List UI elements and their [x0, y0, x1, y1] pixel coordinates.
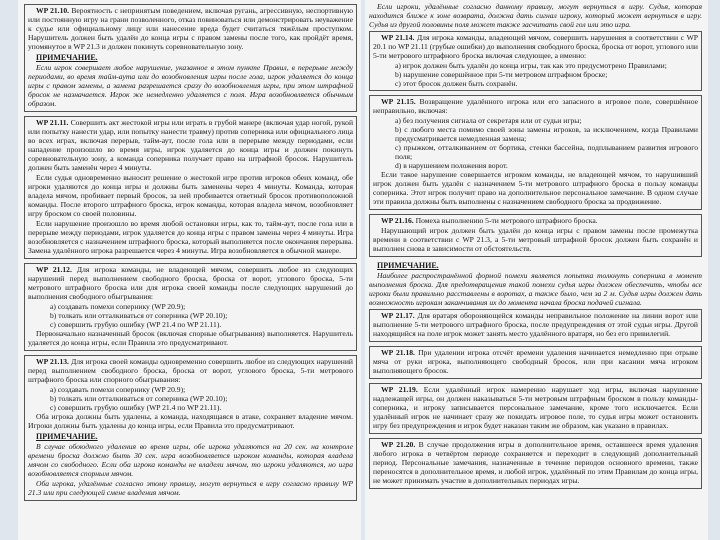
rule-21-15-item-b: b) с любого места помимо своей зоны замены игроков, за исключением, когда Правилами предусматривается немедленная замена; — [395, 125, 698, 143]
rule-21-14-text: Для игрока команды, владеющей мячом, совершить нарушения в соответствии с WP 20.1 по WP 21.11 (грубые ошибки) до выполнения свободного броска, броска от ворот, углового или 5-ти метрового штрафного броска включая следующее, а именно: — [373, 33, 698, 60]
rule-21-14-item-b: b) нарушение совершённое при 5-ти метровом штрафном броске; — [395, 70, 608, 79]
rule-21-13-text: Для игрока своей команды одновременно совершить любое из следующих нарушений перед выполнением свободного броска, броска от ворот, углового броска, 5-ти метрового штрафного броска или спорного обыгрывания: — [28, 357, 353, 384]
rule-21-15-text: Возвращение удалённого игрока или его запасного в игровое поле, совершённое неправильно, включая: — [373, 97, 698, 115]
rule-21-11-text-3: Если нарушение произошло во время любой остановки игры, как то, тайм-аут, после гола или в перерыве между периодами, игрок удаляется до конца игры с правом замены через 4 минуты. Игра возобновляется с назначением штрафного броска, который выполняется после окончания перерыва. Замена удалённого игрока разрешается через 4 минуты. Игра возобновляется в обычной манере. — [28, 219, 353, 255]
rule-box-21-15 — [369, 95, 702, 210]
rule-21-13-item-c: с) совершить грубую ошибку (WP 21.4 по WP 21.11). — [50, 403, 222, 412]
rule-21-14-item-c: с) этот бросок должен быть сохранён. — [395, 79, 518, 88]
rule-21-10-paragraph — [28, 6, 353, 51]
note-title-21-16: ПРИМЕЧАНИЕ. — [377, 261, 439, 270]
rule-21-12-item-b: b) толкать или отталкиваться от соперника (WP 20.10); — [50, 311, 228, 320]
rule-21-18-paragraph — [373, 348, 698, 375]
rule-21-10-number: WP 21.10. — [36, 6, 70, 15]
rule-21-16-text-2: Нарушающий игрок должен быть удалён до конца игры с правом замены после промежутка времени в соответствии с WP 21.3, а 5-ти метровый штрафной бросок должен быть сохранён и выполнен снова в зависимости от обстоятельств. — [373, 226, 698, 253]
rule-21-15-text-2: Если такое нарушение совершается игроком команды, не владеющей мячом, то нарушивший игрок должен быть удалён с назначением 5-ти метрового штрафного броска в пользу команды соперника. Этот игрок получит право на дополнительное персональное замечание. В одном случае эти правила должны быть выполнены с назначением свободного броска за продвижение. — [373, 170, 698, 206]
rule-21-16-number: WP 21.16. — [381, 216, 414, 225]
rule-21-17-number: WP 21.17. — [381, 311, 415, 320]
rule-21-12-number: WP 21.12. — [36, 265, 72, 274]
rule-box-21-16 — [369, 214, 702, 257]
right-page-column — [365, 0, 708, 540]
rule-box-21-14 — [369, 31, 702, 91]
rule-21-11-text-2: Если судья одновременно выносит решение о жестокой игре против игроков обеих команд, обе игроки удаляются до конца игры и должны быть заменены через 4 минуты. Команда, которая владела мячом, пробивает первый бросок, за ней пробивается ответный бросок противоположной команды. После второго штрафного броска, игрок команды, которая владела мячом, возобновляет игру броском со своей половины. — [28, 173, 353, 218]
note-21-13-text-1: В случае обоюдного удаления во время игры, обе игрока удаляются на 20 сек. на контроле времени броска должно быть 30 сек. игра возобновляется игроком команды, которая владела мячом со свободного. Если оба игрока команды не владели мячом, то игроки удаляются, но игра возобновляется спорным мячом. — [28, 442, 353, 478]
rule-21-16-paragraph — [373, 216, 698, 225]
rule-21-10-text: Вероятность с непринятым поведением, включая ругань, агрессивную, неспортивную или постоянную игру на грани позволенного, отказ повиноваться или демонстрировать неуважение к судье или официальному лицу или нанесение вреда будет считаться тяжёлым проступком. Нарушитель должен быть удалён до конца игры с правом замены после того, как пройдёт время, упомянутое в WP 21.3 и должен покинуть соревновательную зону. — [28, 6, 354, 51]
rule-21-13-paragraph — [28, 357, 353, 384]
rule-21-13-item-a: а) создавать помехи сопернику (WP 20.9); — [50, 385, 186, 394]
rule-box-21-17 — [369, 309, 702, 342]
rule-21-17-text: Для вратаря обороняющейся команды неправильное положение на линии ворот или выполнение 5-ти метрового штрафного броска, после предупреждения от этой судьи игры. Другой находящийся на поле игрок может занять место удалённого вратаря, но без его привилегий. — [373, 311, 698, 338]
rule-21-17-paragraph — [373, 311, 698, 338]
left-page-column — [18, 0, 361, 540]
rule-21-13-tail: Оба игрока должны быть удалены, а команда, находящаяся в атаке, сохраняет владение мячом. Игроки должны быть удалены до конца игры, если Правила это предусматривают. — [28, 412, 353, 430]
rule-21-15-number: WP 21.15. — [381, 97, 416, 106]
rule-box-21-13 — [24, 355, 357, 501]
note-21-13 — [28, 442, 353, 497]
rule-21-20-paragraph — [373, 440, 698, 485]
rule-21-12-text: Для игрока команды, не владеющей мячом, совершить любое из следующих нарушений перед выполнением свободного броска, броска от ворот, углового броска, 5-ти метрового штрафного броска или для игрока своей команды после следующих нарушений до выполнения свободного обыгрывания: — [28, 265, 353, 301]
note-title-21-13: ПРИМЕЧАНИЕ. — [36, 432, 98, 441]
rule-21-18-number: WP 21.18. — [381, 348, 415, 357]
rule-box-21-12 — [24, 263, 357, 351]
rule-21-12-tail: Первоначально назначенный бросок (включая спорные обыгрывания) выполняется. Нарушитель удаляется до конца игры, если Правила это предусматривают. — [28, 329, 353, 347]
rule-21-11-text: Совершить акт жестокой игры или играть в грубой манере (включая удар ногой, рукой или попытку нанести удар, или попытку нанести травму) против соперника или официального лица во всех играх, включая перерыв, тайм-аут, после гола или в перерыве между периодами, если нападение произошло во время игры, игрок удаляется до конца игры и должен покинуть соревновательную зону, а команда соперника получает право на штрафной бросок. Нарушитель должен быть заменён через 4 минуты. — [28, 118, 354, 172]
rule-21-19-number: WP 21.19. — [381, 385, 418, 394]
rule-21-13-item-b: b) толкать или отталкиваться от соперника (WP 20.10); — [50, 394, 228, 403]
note-21-16-text: Наиболее распространённой формой помехи является попытка толкнуть соперника в момент выполнения броска. Для предотвращения такой помехи судья игры должен обеспечить, чтобы все игроки были правильно расставлены в воротах, а также было, чем за 2 м. Судья игры должен дать возможность игрокам заканчивания их до момента начала броска подачей сигнала. — [369, 271, 702, 307]
continued-note — [369, 2, 702, 29]
rule-21-20-number: WP 21.20. — [381, 440, 416, 449]
rule-box-21-19 — [369, 383, 702, 434]
rule-box-21-20 — [369, 438, 702, 489]
note-21-13-text-2: Оба игрока, удалённые согласно этому правилу, могут вернуться в игру согласно правилу WP 21.3 или при следующей смене владения мячом. — [28, 479, 353, 497]
rule-21-15-item-d: d) в нарушением положения ворот. — [395, 161, 508, 170]
rule-21-20-text: В случае продолжения игры в дополнительное время, оставшееся время удаления любого игрока в четвёртом периоде сохраняется и переходит в следующий дополнительный период. Персональные замечания, назначенные в течение периодов основного времени, также переносятся в дополнительное время, и любой игрок, удалённый по этим Правилам до конца игры, не может принимать участие в дополнительных периодах игры. — [373, 440, 698, 485]
rule-box-21-11 — [24, 116, 357, 259]
rule-box-21-18 — [369, 346, 702, 379]
rule-21-15-item-c: с) прыжком, отталкиванием от бортика, стенки бассейна, подплыванием развития игрового поля; — [395, 143, 698, 161]
note-21-16 — [369, 271, 702, 307]
rule-21-11-paragraph — [28, 118, 353, 172]
continued-note-text: Если игроки, удалённые согласно данному правилу, могут вернуться в игру. Судья, которая находится ближе к зоне возврата, должна дать сигнал игроку, который может вернуться в игру. Судья из другой половины поля может также засчитать свой гол или это игра. — [369, 2, 702, 29]
rule-21-16-text: Помеха выполнению 5-ти метрового штрафного броска. — [415, 216, 598, 225]
rule-21-15-item-a: а) без получения сигнала от секретаря или от судьи игры; — [395, 116, 582, 125]
rule-21-19-paragraph — [373, 385, 698, 430]
rule-21-11-number: WP 21.11. — [36, 118, 69, 127]
note-title-21-10: ПРИМЕЧАНИЕ. — [36, 53, 98, 62]
note-21-10-text: Если игрок совершает любое нарушение, указанное в этом пункте Правил, в перерыве между периодами, во время тайм-аута или до возобновления игры после гола, игрок удаляется до конца игры с правом замены, а замена разрешается сразу до возобновления игры, при этом штрафной бросок не назначается. Игрок же немедленно удаляется с поля. Игра возобновляется обычным образом. — [28, 63, 353, 108]
rule-21-13-number: WP 21.13. — [36, 357, 69, 366]
rule-21-15-paragraph — [373, 97, 698, 115]
rule-21-12-item-c: с) совершить грубую ошибку (WP 21.4 по WP 21.11). — [50, 320, 222, 329]
rule-21-12-item-a: а) создавать помехи сопернику (WP 20.9); — [50, 302, 186, 311]
rule-21-14-item-a: а) игрок должен быть удалён до конца игры, так как это предусмотрено Правилами; — [395, 61, 667, 70]
rule-21-14-paragraph — [373, 33, 698, 60]
rule-21-12-paragraph — [28, 265, 353, 301]
note-21-10 — [28, 63, 353, 108]
rule-21-14-number: WP 21.14. — [381, 33, 415, 42]
rule-21-18-text: При удалении игрока отсчёт времени удаления начинается немедленно при отрыве мяча от руки игрока, выполняющего свободный бросок, или при касании мяча игроком выполняющего бросок. — [373, 348, 698, 375]
rule-21-19-text: Если удалённый игрок намеренно нарушает ход игры, включая нарушение надлежащей игры, он должен наказываться 5-ти метровым штрафным броском в пользу команды-соперника, и игроку записывается персональное замечание, кроме того исключается. Если удалённый игрок не начинает сразу же покидать игровое поле, то судья игры может остановить игру без предупреждения и игрок будет наказан таким же образом, как указано в правилах. — [373, 385, 699, 430]
rule-box-21-10 — [24, 4, 357, 112]
